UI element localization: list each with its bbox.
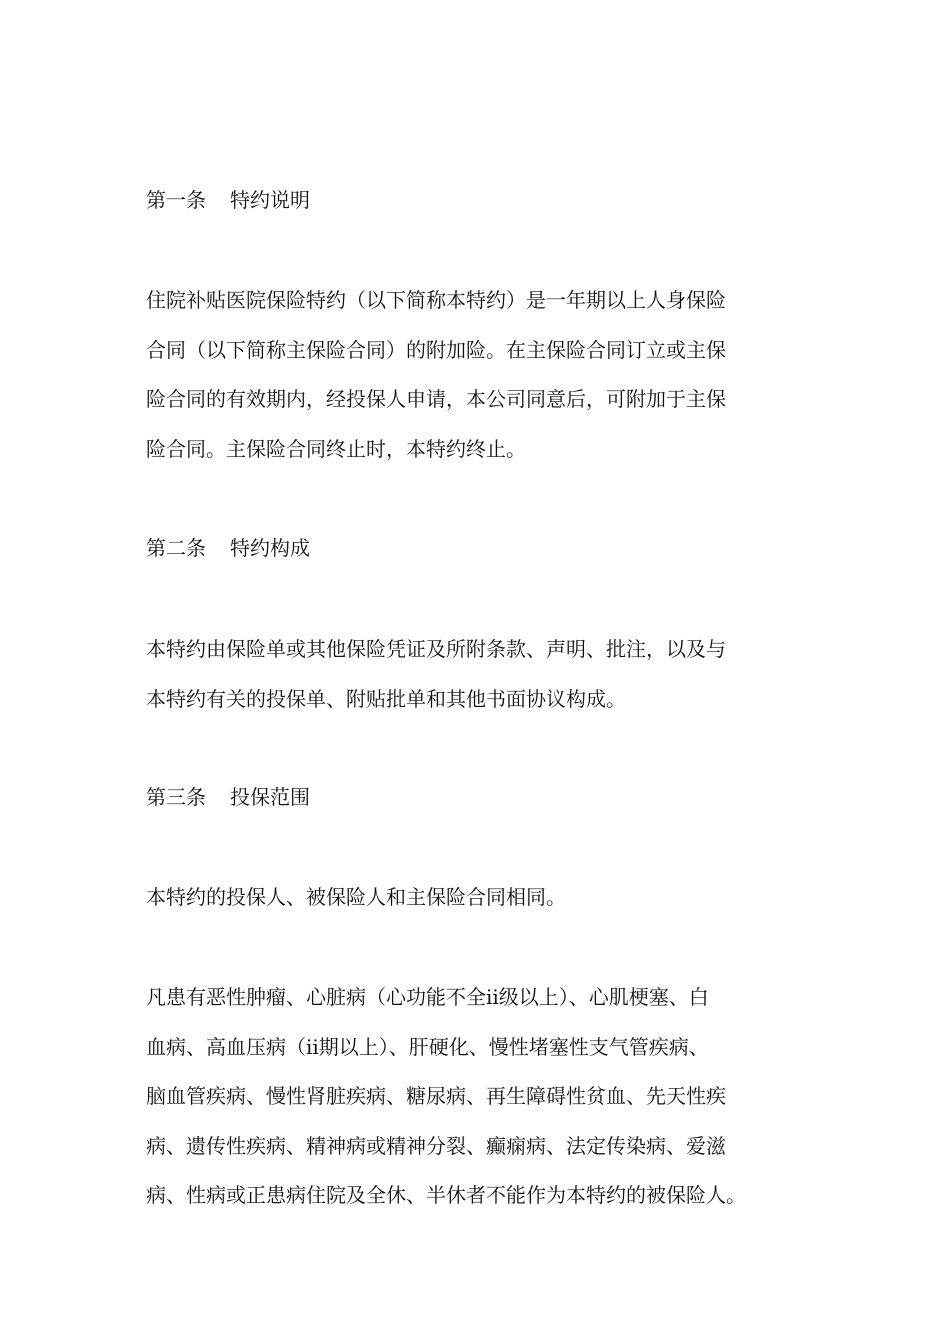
paragraph-line: 本特约有关的投保单、附贴批单和其他书面协议构成。 <box>146 686 626 711</box>
paragraph-line: 险合同的有效期内，经投保人申请，本公司同意后，可附加于主保 <box>146 387 726 411</box>
paragraph-line: 凡患有恶性肿瘤、心脏病（心功能不全ⅱ级以上）、心肌梗塞、白 <box>146 985 709 1009</box>
section-3-title: 投保范围 <box>230 785 310 809</box>
paragraph-line: 合同（以下简称主保险合同）的附加险。在主保险合同订立或主保 <box>146 337 726 362</box>
section-3-paragraph-1 <box>146 873 806 923</box>
section-1-heading <box>146 176 806 226</box>
paragraph-line: 脑血管疾病、慢性肾脏疾病、糖尿病、再生障碍性贫血、先天性疾 <box>146 1084 726 1108</box>
paragraph-line: 险合同。主保险合同终止时，本特约终止。 <box>146 436 526 461</box>
section-2-heading <box>146 524 806 574</box>
paragraph-line: 病、性病或正患病住院及全休、半休者不能作为本特约的被保险人。 <box>146 1183 746 1207</box>
section-3-heading <box>146 773 806 823</box>
section-2-number: 第二条 <box>146 536 206 560</box>
paragraph-line: 病、遗传性疾病、精神病或精神分裂、癫痫病、法定传染病、爱滋 <box>146 1133 726 1158</box>
section-2-paragraph-1 <box>146 625 806 724</box>
paragraph-line: 本特约由保险单或其他保险凭证及所附条款、声明、批注，以及与 <box>146 637 726 661</box>
section-3-paragraph-2 <box>146 973 806 1221</box>
section-2-title: 特约构成 <box>230 536 310 560</box>
section-1-number: 第一条 <box>146 188 206 212</box>
section-1-paragraph-1 <box>146 276 806 474</box>
paragraph-line: 本特约的投保人、被保险人和主保险合同相同。 <box>146 885 566 909</box>
paragraph-line: 血病、高血压病（ⅱ期以上）、肝硬化、慢性堵塞性支气管疾病、 <box>146 1034 709 1059</box>
section-1-title: 特约说明 <box>230 188 310 212</box>
section-3-number: 第三条 <box>146 785 206 809</box>
paragraph-line: 住院补贴医院保险特约（以下简称本特约）是一年期以上人身保险 <box>146 288 726 312</box>
